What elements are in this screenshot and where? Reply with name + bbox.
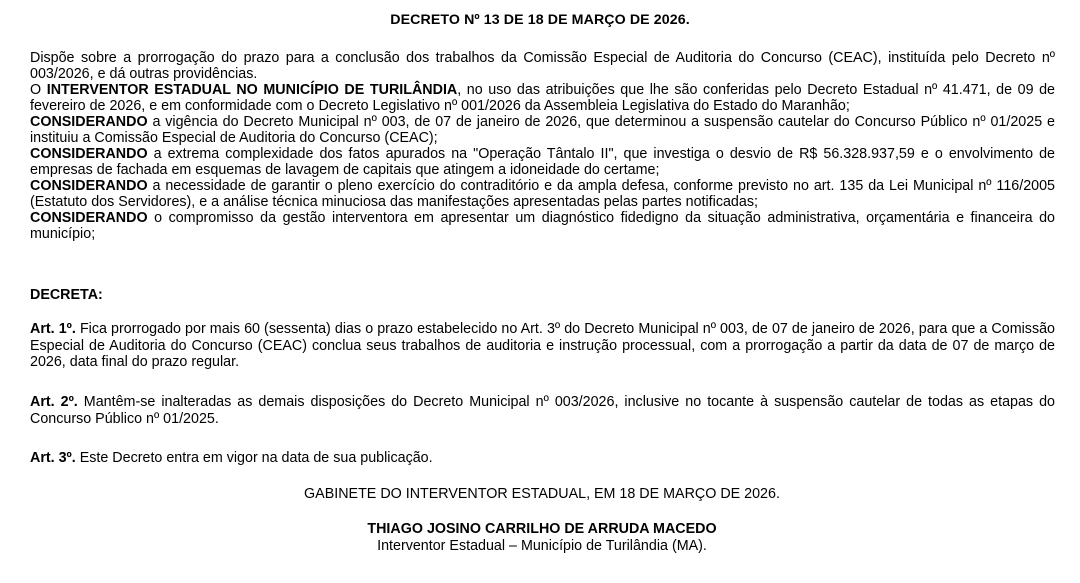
signer-role: Interventor Estadual – Município de Turilândia (MA). — [377, 538, 707, 554]
signer-name: THIAGO JOSINO CARRILHO DE ARRUDA MACEDO — [367, 521, 717, 537]
considerando-label: CONSIDERANDO — [30, 114, 148, 130]
intro-text: , no uso das atribuições que lhe são conferidas pelo Decreto Estadual nº 41.471, de 09 de fevereiro de 2026, e em conformidade com o Decreto Legislativo nº 001/2026 da Assembleia Legislativa do Estado do Maranhão; — [30, 82, 1056, 114]
article-2 — [30, 394, 1055, 427]
considerando-label: CONSIDERANDO — [30, 210, 148, 226]
preamble-block — [30, 50, 1055, 242]
closing-line: GABINETE DO INTERVENTOR ESTADUAL, EM 18 DE MARÇO DE 2026. — [304, 486, 780, 502]
intro-authority: INTERVENTOR ESTADUAL NO MUNICÍPIO DE TURILÂNDIA — [46, 82, 458, 98]
article-text: Este Decreto entra em vigor na data de sua publicação. — [75, 450, 433, 466]
intro-prefix: O — [30, 82, 47, 98]
ementa: Dispõe sobre a prorrogação do prazo para a conclusão dos trabalhos da Comissão Especial de Auditoria do Concurso (CEAC), instituída pelo Decreto nº 003/2026, e dá outras providências. — [30, 50, 1055, 82]
considerando-2 — [30, 146, 1055, 178]
article-text: Mantêm-se inalteradas as demais disposições do Decreto Municipal nº 003/2026, inclusive no tocante à suspensão cautelar de todas as etapas do Concurso Público nº 01/2025. — [30, 394, 1055, 427]
considerando-text: a extrema complexidade dos fatos apurados na "Operação Tântalo II", que investiga o desvio de R$ 56.328.937,59 e o envolvimento de empresas de fachada em esquemas de lavagem de capitais que atingem a idoneidade do certame; — [30, 146, 1055, 178]
article-1 — [30, 321, 1055, 371]
article-text: Fica prorrogado por mais 60 (sessenta) dias o prazo estabelecido no Art. 3º do Decreto Municipal nº 003, de 07 de janeiro de 2026, para que a Comissão Especial de Auditoria do Concurso (CEAC) conclua seus trabalhos de auditoria e instrução processual, com a prorrogação a partir da data de 07 de março de 2026, data final do prazo regular. — [30, 321, 1055, 370]
article-label: Art. 2º. — [30, 394, 78, 410]
article-label: Art. 1º. — [30, 321, 76, 337]
considerando-1 — [30, 114, 1055, 146]
article-label: Art. 3º. — [30, 450, 76, 466]
considerando-text: o compromisso da gestão interventora em apresentar um diagnóstico fidedigno da situação administrativa, orçamentária e financeira do município; — [30, 210, 1055, 242]
considerando-text: a vigência do Decreto Municipal nº 003, de 07 de janeiro de 2026, que determinou a suspensão cautelar do Concurso Público nº 01/2025 e instituiu a Comissão Especial de Auditoria do Concurso (CEAC); — [30, 114, 1055, 146]
decree-title: DECRETO Nº 13 DE 18 DE MARÇO DE 2026. — [390, 12, 690, 28]
considerando-3 — [30, 178, 1055, 210]
considerando-4 — [30, 210, 1055, 242]
considerando-label: CONSIDERANDO — [30, 146, 148, 162]
considerando-label: CONSIDERANDO — [30, 178, 148, 194]
considerando-text: a necessidade de garantir o pleno exercício do contraditório e da ampla defesa, conforme previsto no art. 135 da Lei Municipal nº 116/2005 (Estatuto dos Servidores), e a análise técnica minuciosa das manifestações apresentadas pelas partes notificadas; — [30, 178, 1055, 210]
article-3 — [30, 450, 1055, 467]
intro-paragraph — [30, 82, 1055, 114]
decreta-heading: DECRETA: — [30, 287, 103, 303]
